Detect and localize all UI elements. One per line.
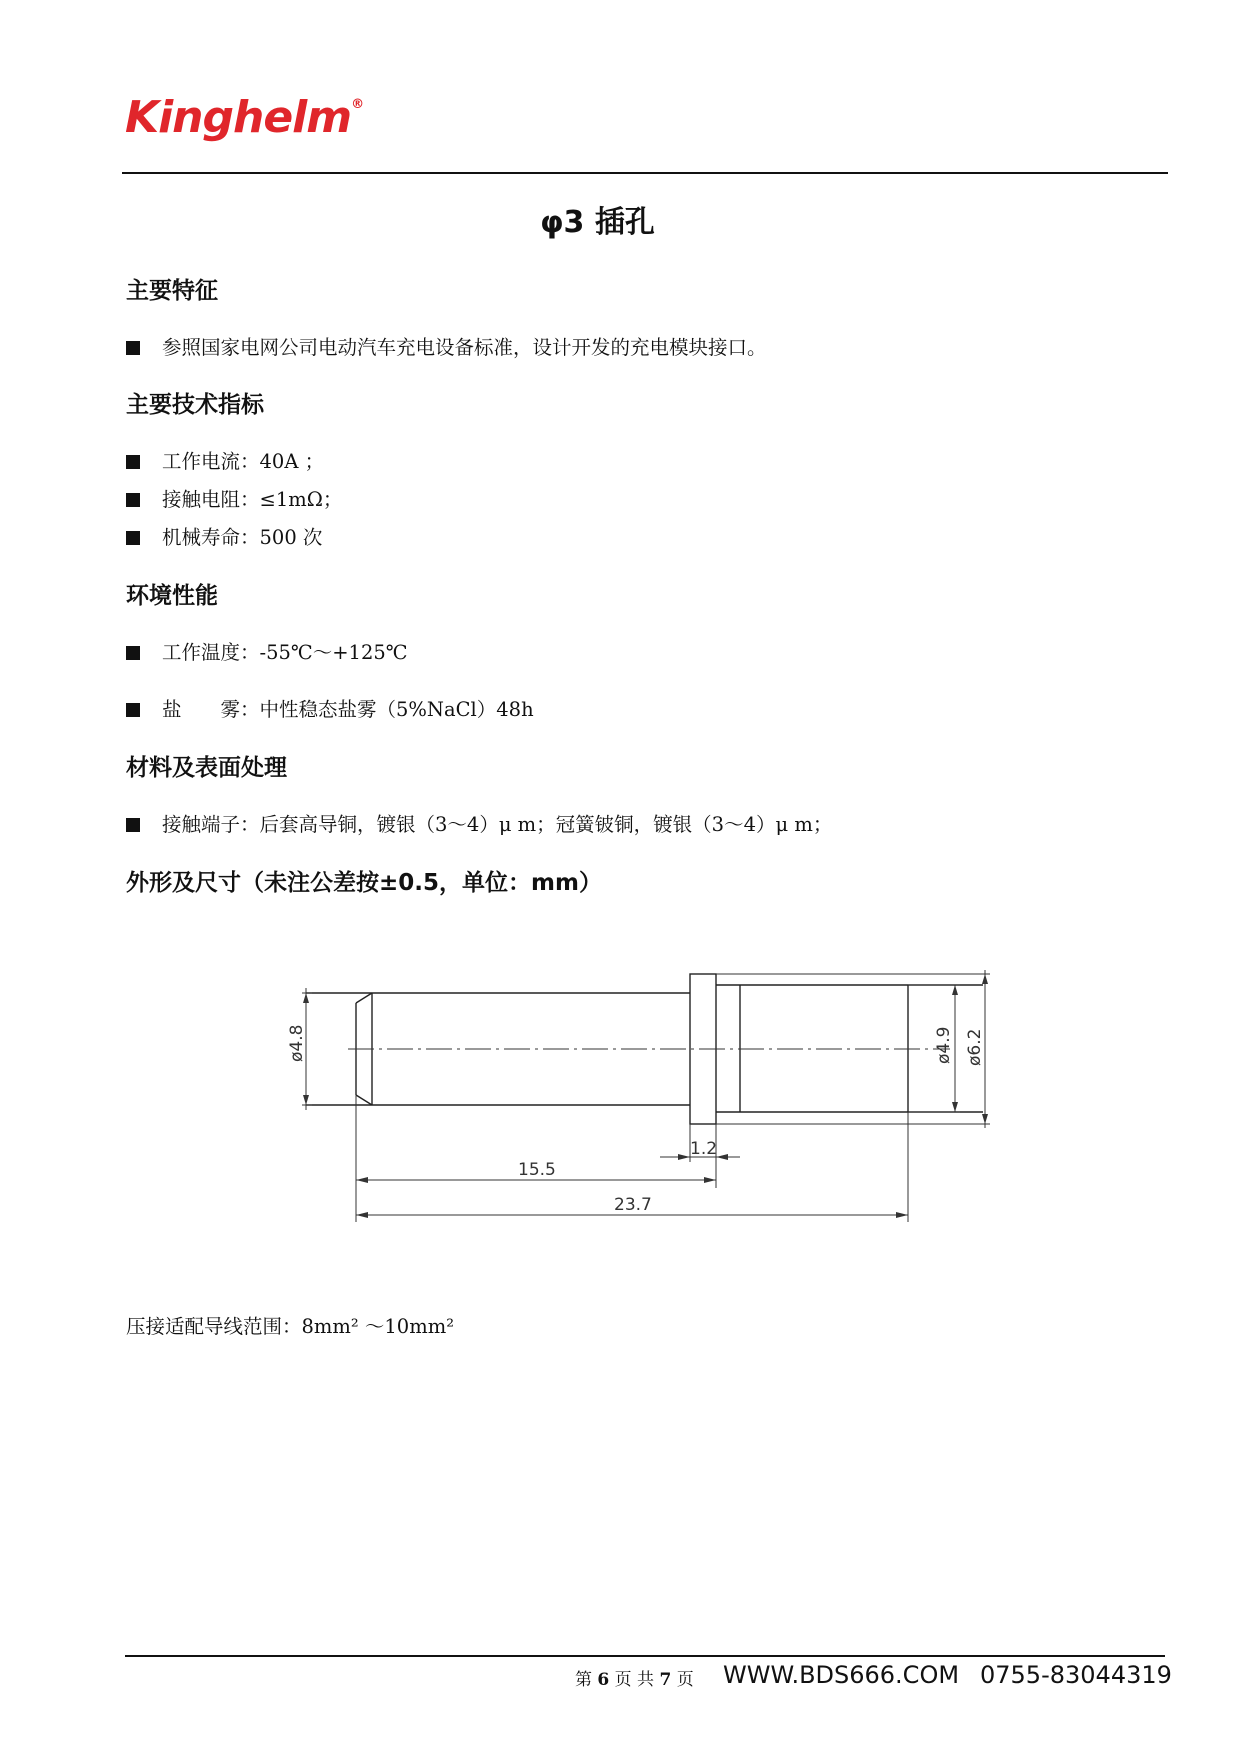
section-heading-features: 主要特征: [126, 278, 218, 304]
section-heading-specs: 主要技术指标: [126, 392, 264, 418]
env-salt-spray: 盐 雾：中性稳态盐雾（5%NaCl）48h: [162, 698, 534, 721]
page-prefix: 第: [575, 1670, 592, 1690]
spec-resistance: 接触电阻：≤1mΩ；: [162, 488, 343, 511]
logo-text: Kinghelm: [125, 92, 352, 143]
dim-label-len12: 1.2: [690, 1139, 718, 1159]
wire-range-text: 压接适配导线范围：8mm² ～10mm²: [126, 1315, 455, 1338]
footer-website: WWW.BDS666.COM: [723, 1661, 960, 1689]
section-heading-environment: 环境性能: [126, 583, 218, 609]
material-text: 接触端子：后套高导铜，镀银（3～4）μ m；冠簧铍铜，镀银（3～4）μ m；: [162, 813, 833, 836]
dim-label-d62: ø6.2: [965, 1028, 985, 1066]
page-number: [575, 1665, 694, 1690]
registered-mark: ®: [351, 97, 364, 113]
env-temperature: 工作温度：-55℃～+125℃: [162, 641, 408, 664]
footer-rule: [125, 1655, 1165, 1657]
section-heading-dimensions: 外形及尺寸（未注公差按±0.5，单位：mm）: [126, 870, 602, 896]
spec-life: 机械寿命：500 次: [162, 526, 323, 549]
page-total: 7: [659, 1670, 672, 1690]
page-title: φ3 插孔: [540, 205, 655, 240]
dim-label-d48: ø4.8: [287, 1024, 307, 1062]
spec-current: 工作电流：40A ；: [162, 450, 325, 473]
feature-text: 参照国家电网公司电动汽车充电设备标准，设计开发的充电模块接口。: [162, 336, 767, 359]
footer-phone: 0755-83044319: [980, 1661, 1172, 1689]
dim-label-len237: 23.7: [614, 1195, 652, 1215]
page-suffix: 页: [676, 1670, 694, 1690]
dim-label-len155: 15.5: [518, 1160, 556, 1180]
page-mid: 页 共: [614, 1670, 655, 1690]
section-heading-material: 材料及表面处理: [126, 755, 287, 781]
dimension-arrows: [303, 974, 988, 1218]
page-current: 6: [597, 1670, 610, 1690]
dim-label-d49: ø4.9: [934, 1026, 954, 1064]
dimension-lines: [302, 970, 990, 1222]
